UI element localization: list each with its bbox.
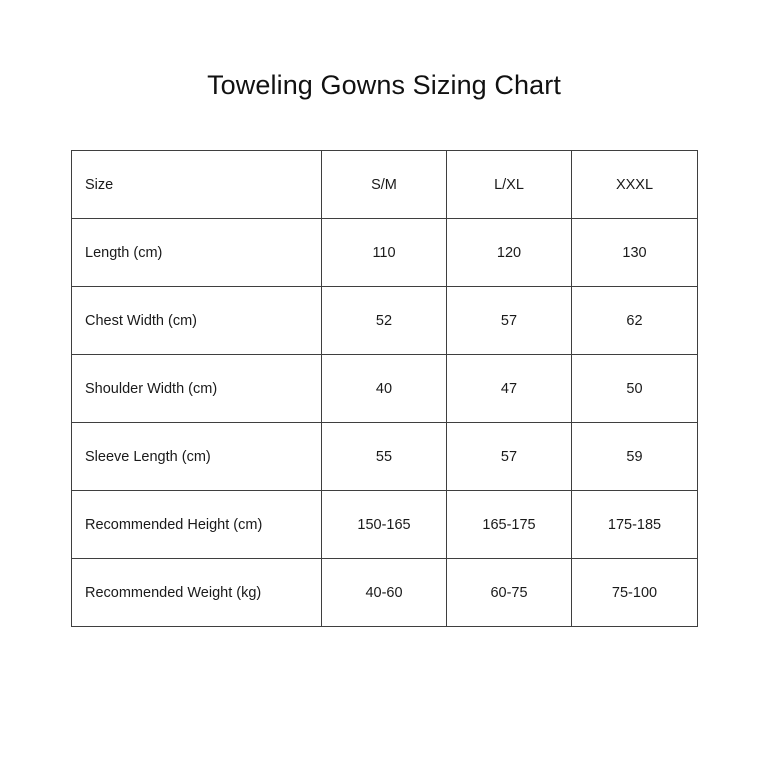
table-row (72, 491, 698, 559)
cell-sleeve-length-sm: 55 (322, 423, 447, 491)
cell-shoulder-width-sm: 40 (322, 355, 447, 423)
row-label-recommended-weight: Recommended Weight (kg) (72, 559, 322, 627)
cell-recommended-height-sm: 150-165 (322, 491, 447, 559)
row-label-length: Length (cm) (72, 219, 322, 287)
cell-sleeve-length-lxl: 57 (447, 423, 572, 491)
column-header-size: Size (72, 151, 322, 219)
page-title: Toweling Gowns Sizing Chart (207, 70, 561, 100)
table-header-row (72, 151, 698, 219)
table-row (72, 287, 698, 355)
column-header-xxxl: XXXL (572, 151, 698, 219)
table-row (72, 355, 698, 423)
cell-recommended-weight-xxxl: 75-100 (572, 559, 698, 627)
cell-length-xxxl: 130 (572, 219, 698, 287)
cell-shoulder-width-lxl: 47 (447, 355, 572, 423)
sizing-table-container (71, 150, 697, 627)
cell-recommended-weight-lxl: 60-75 (447, 559, 572, 627)
row-label-shoulder-width: Shoulder Width (cm) (72, 355, 322, 423)
cell-chest-width-xxxl: 62 (572, 287, 698, 355)
cell-chest-width-lxl: 57 (447, 287, 572, 355)
cell-recommended-height-lxl: 165-175 (447, 491, 572, 559)
row-label-sleeve-length: Sleeve Length (cm) (72, 423, 322, 491)
cell-length-lxl: 120 (447, 219, 572, 287)
cell-sleeve-length-xxxl: 59 (572, 423, 698, 491)
sizing-table (71, 150, 698, 627)
row-label-recommended-height: Recommended Height (cm) (72, 491, 322, 559)
table-row (72, 559, 698, 627)
row-label-chest-width: Chest Width (cm) (72, 287, 322, 355)
column-header-lxl: L/XL (447, 151, 572, 219)
column-header-sm: S/M (322, 151, 447, 219)
cell-shoulder-width-xxxl: 50 (572, 355, 698, 423)
cell-chest-width-sm: 52 (322, 287, 447, 355)
table-row (72, 219, 698, 287)
table-row (72, 423, 698, 491)
cell-recommended-weight-sm: 40-60 (322, 559, 447, 627)
cell-length-sm: 110 (322, 219, 447, 287)
cell-recommended-height-xxxl: 175-185 (572, 491, 698, 559)
